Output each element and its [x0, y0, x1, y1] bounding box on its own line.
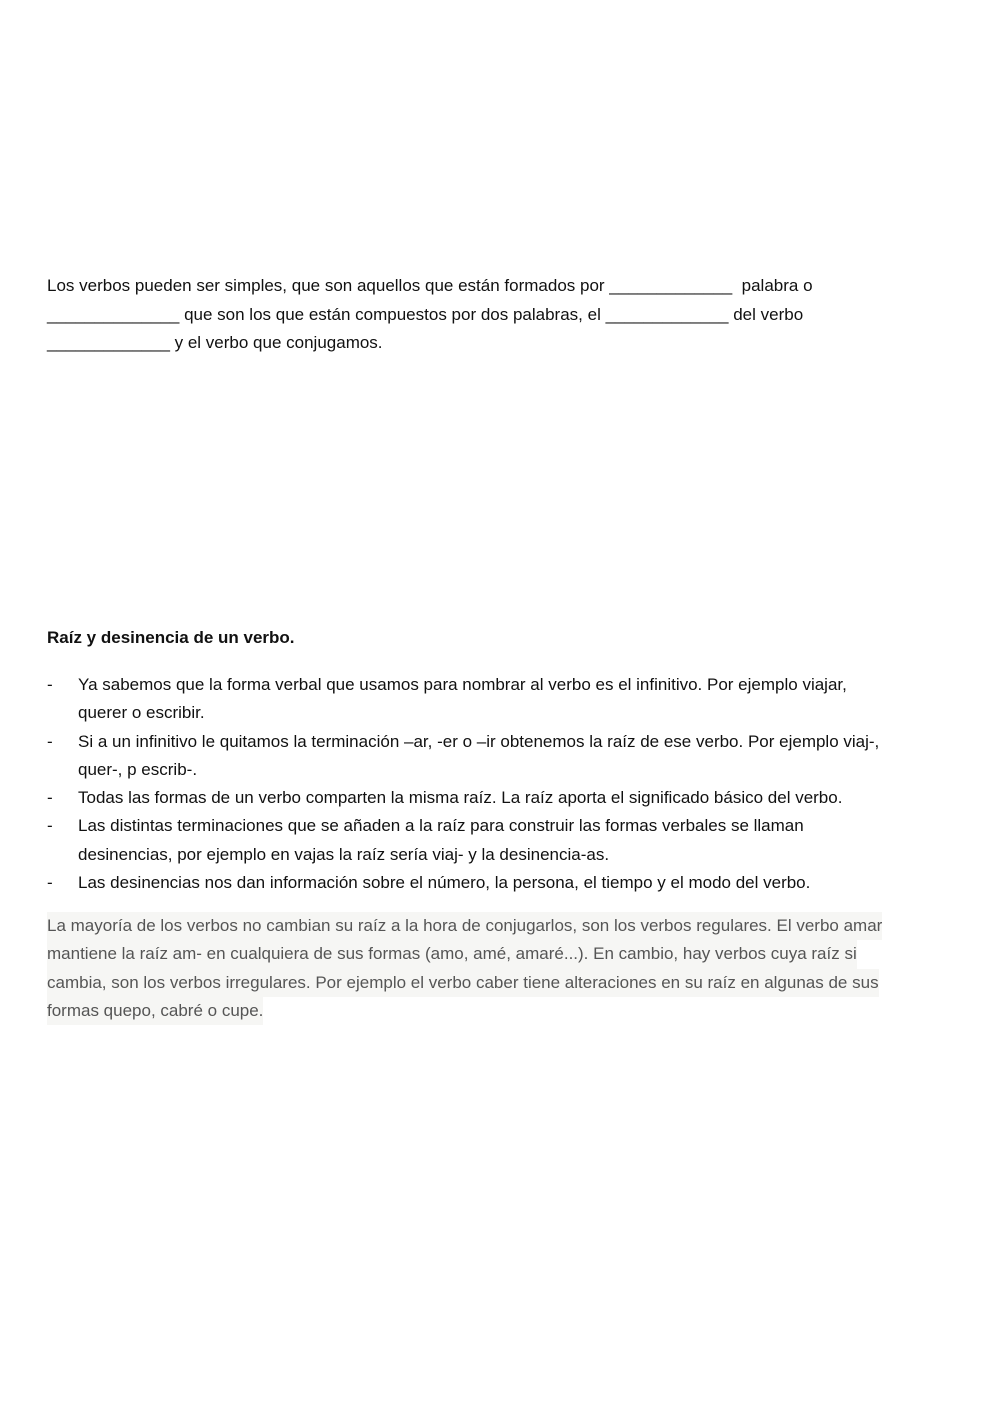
list-item-line: Todas las formas de un verbo comparten la misma raíz. La raíz aporta el significado básico del verbo.: [78, 788, 843, 808]
list-item-line: Ya sabemos que la forma verbal que usamos para nombrar al verbo es el infinitivo. Por ejemplo viajar,: [78, 675, 847, 694]
bullet-dash: -: [47, 675, 53, 694]
list-item: [47, 728, 957, 785]
list-item: [47, 812, 957, 869]
list-item-line: quer-, p escrib-.: [78, 759, 198, 779]
intro-paragraph: [47, 272, 947, 358]
closing-line: mantiene la raíz am- en cualquiera de sus formas (amo, amé, amaré...). En cambio, hay verbos cuya raíz si: [47, 940, 857, 968]
bullet-dash: -: [47, 731, 53, 751]
bullet-dash: -: [47, 788, 53, 808]
closing-line: cambia, son los verbos irregulares. Por ejemplo el verbo caber tiene alteraciones en su raíz en algunas de sus: [47, 969, 879, 997]
list-item-line: Las distintas terminaciones que se añaden a la raíz para construir las formas verbales se llaman: [78, 816, 804, 836]
intro-line: Los verbos pueden ser simples, que son aquellos que están formados por _____________ palabra o: [47, 276, 813, 295]
intro-line: _____________ y el verbo que conjugamos.: [47, 333, 383, 352]
list-item: [47, 784, 957, 812]
list-item: [47, 869, 957, 897]
closing-line: formas quepo, cabré o cupe.: [47, 997, 263, 1025]
list-item-line: desinencias, por ejemplo en vajas la raíz sería viaj- y la desinencia-as.: [78, 844, 610, 864]
bullet-list: [47, 671, 957, 897]
bullet-dash: -: [47, 873, 53, 893]
bullet-dash: -: [47, 816, 53, 836]
list-item-line: Si a un infinitivo le quitamos la terminación –ar, -er o –ir obtenemos la raíz de ese verbo. Por ejemplo viaj-,: [78, 731, 880, 751]
list-item-line: querer o escribir.: [78, 703, 205, 723]
closing-paragraph: [47, 912, 957, 1025]
closing-line: La mayoría de los verbos no cambian su raíz a la hora de conjugarlos, son los verbos regulares. El verbo amar: [47, 912, 882, 940]
section-heading: Raíz y desinencia de un verbo.: [47, 628, 295, 647]
intro-line: ______________ que son los que están compuestos por dos palabras, el _____________ del verbo: [47, 304, 804, 324]
list-item-line: Las desinencias nos dan información sobre el número, la persona, el tiempo y el modo del verbo.: [78, 873, 811, 893]
list-item: [47, 671, 957, 728]
